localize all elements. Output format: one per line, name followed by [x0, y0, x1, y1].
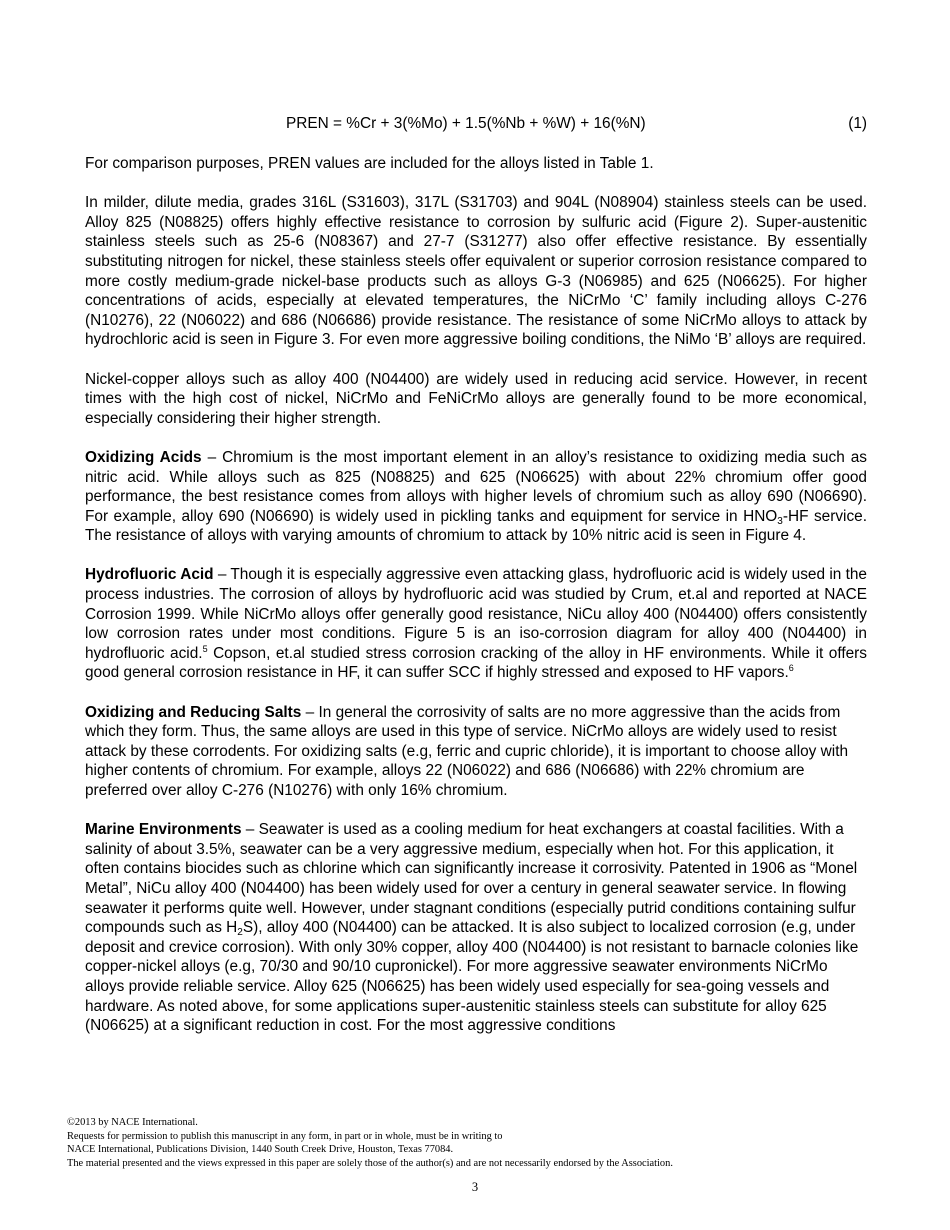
- footer-copyright: ©2013 by NACE International.: [67, 1117, 198, 1128]
- pren-equation: PREN = %Cr + 3(%Mo) + 1.5(%Nb + %W) + 16(%N): [286, 115, 646, 132]
- heading-salts: Oxidizing and Reducing Salts: [85, 703, 302, 721]
- salts-text: – In general the corrosivity of salts are no more aggressive than the acids from which they form. Thus, the same alloys are used in this type of service. NiCrMo alloys are widely used to resist attack by these corrodents. For oxidizing salts (e.g, ferric and cupric chloride), it is important to choose alloy with higher contents of chromium. For example, alloys 22 (N06022) and 686 (N06686) with 22% chromium are preferred over alloy C-276 (N10276) with only 16% chromium.: [85, 703, 849, 799]
- page-number: 3: [471, 1180, 479, 1194]
- heading-hydrofluoric-acid: Hydrofluoric Acid: [85, 566, 214, 584]
- equation-number: (1): [848, 115, 867, 132]
- hydrofluoric-acid-text: – Though it is especially aggressive even attacking glass, hydrofluoric acid is widely used in the process industries. The corrosion of alloys by hydrofluoric acid was studied by Crum, et.al and reported at NACE Corrosion 1999. While NiCrMo alloys offer generally good resistance, NiCu alloy 400 (N04400) offers consistently low corrosion rates under most conditions. Figure 5 is an iso-corrosion diagram for alloy 400 (N04400) in hydrofluoric acid.: [85, 566, 867, 662]
- paragraph-dilute-media: In milder, dilute media, grades 316L (S31603), 317L (S31703) and 904L (N08904) stainless steels can be used. Alloy 825 (N08825) offers highly effective resistance to corrosion by sulfuric acid (Figure 2). Super-austenitic stainless steels such as 25-6 (N08367) and 27-7 (S31277) also offer effective resistance. By essentially substituting nitrogen for nickel, these stainless steels offer equivalent or superior corrosion resistance compared to more costly medium-grade nickel-base products such as alloys G-3 (N06985) and 625 (N06625). For higher concentrations of acids, especially at elevated temperatures, the NiCrMo ‘C’ family including alloys C-276 (N10276), 22 (N06022) and 686 (N06686) provide resistance. The resistance of some NiCrMo alloys to attack by hydrochloric acid is seen in Figure 3. For even more aggressive boiling conditions, the NiMo ‘B’ alloys are required.: [85, 194, 867, 349]
- equation-block: [85, 114, 867, 134]
- body-text: [85, 114, 867, 1055]
- footer-address: NACE International, Publications Division, 1440 South Creek Drive, Houston, Texas 77084.: [67, 1144, 454, 1156]
- paragraph-oxidizing-acids: [85, 448, 867, 546]
- marine-text: – Seawater is used as a cooling medium for heat exchangers at coastal facilities. With a salinity of about 3.5%, seawater can be a very aggressive medium, especially when hot. For this application, it often contains biocides such as chlorine which can significantly increase it corrosivity. Patented in 1906 as “Monel Metal”, NiCu alloy 400 (N04400) has been widely used for over a century in general seawater service. In flowing seawater it performs quite well. However, under stagnant conditions (especially putrid conditions containing sulfur compounds such as H: [85, 821, 858, 937]
- oxidizing-acids-text: – Chromium is the most important element in an alloy’s resistance to oxidizing media such as nitric acid. While alloys such as 825 (N08825) and 625 (N06625) with about 22% chromium offer good performance, the best resistance comes from alloys with higher levels of chromium such as alloy 690 (N06690). For example, alloy 690 (N06690) is widely used in pickling tanks and equipment for service in HNO: [85, 448, 868, 525]
- copyright-footer: [67, 1116, 887, 1170]
- reference-6: 6: [788, 663, 794, 674]
- footer-permission: Requests for permission to publish this manuscript in any form, in part or in whole, must be in writing to: [67, 1130, 503, 1142]
- paragraph-comparison: For comparison purposes, PREN values are included for the alloys listed in Table 1.: [85, 155, 654, 172]
- heading-marine: Marine Environments: [85, 821, 242, 839]
- hydrofluoric-acid-text-end: Copson, et.al studied stress corrosion cracking of the alloy in HF environments. While it offers good general corrosion resistance in HF, it can suffer SCC if highly stressed and exposed to HF vapors.: [85, 644, 868, 682]
- subscript-2: 2: [237, 927, 243, 939]
- paragraph-marine: [85, 820, 867, 1036]
- marine-text-end: S), alloy 400 (N04400) can be attacked. It is also subject to localized corrosion (e.g, under deposit and crevice corrosion). With only 30% copper, alloy 400 (N04400) is not resistant to barnacle colonies like copper-nickel alloys (e.g, 70/30 and 90/10 cupronickel). For more aggressive seawater environments NiCrMo alloys provide reliable service. Alloy 625 (N06625) has been widely used especially for sea-going vessels and hardware. As noted above, for some applications super-austenitic stainless steels can substitute for alloy 625 (N06625) at a significant reduction in cost. For the most aggressive conditions: [85, 919, 859, 1035]
- footer-disclaimer: The material presented and the views expressed in this paper are solely those of the author(s) and are not necessarily endorsed by the Association.: [67, 1157, 673, 1169]
- reference-5: 5: [202, 643, 208, 654]
- subscript-3: 3: [777, 515, 783, 527]
- paragraph-hydrofluoric-acid: [85, 565, 867, 683]
- heading-oxidizing-acids: Oxidizing Acids: [85, 448, 202, 466]
- paragraph-salts: [85, 703, 867, 801]
- oxidizing-acids-text-end: -HF service. The resistance of alloys with varying amounts of chromium to attack by 10% nitric acid is seen in Figure 4.: [85, 507, 867, 545]
- paragraph-nickel-copper: Nickel-copper alloys such as alloy 400 (N04400) are widely used in reducing acid service. However, in recent times with the high cost of nickel, NiCrMo and FeNiCrMo alloys are generally found to be more economical, especially considering their higher strength.: [85, 370, 867, 427]
